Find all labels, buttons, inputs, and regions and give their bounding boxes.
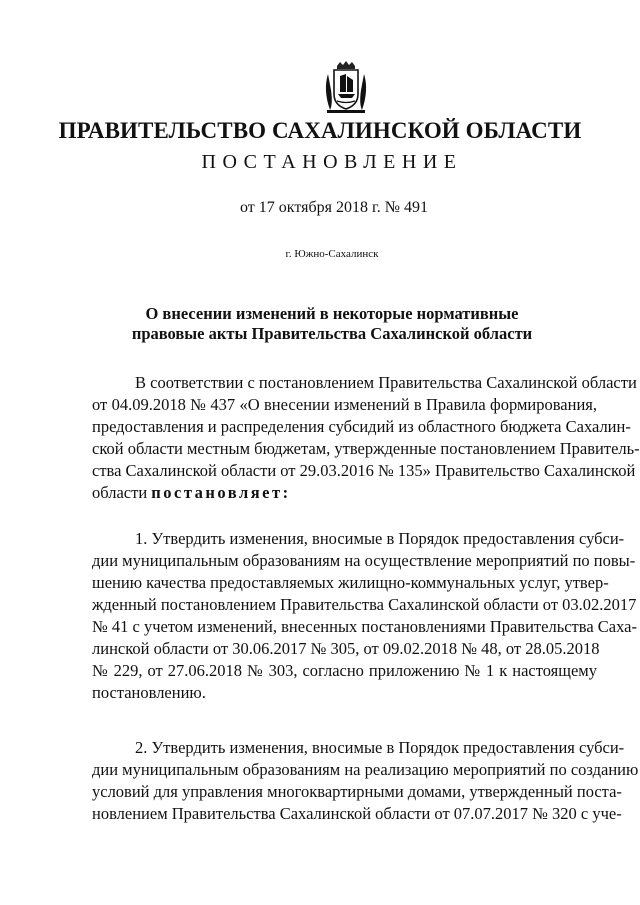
text-line: № 229, от 27.06.2018 № 303, согласно приложению № 1 к настоящему: [92, 661, 597, 680]
item-1-paragraph: [92, 528, 637, 704]
document-type: ПОСТАНОВЛЕНИЕ: [201, 151, 463, 173]
text-fragment: области: [92, 483, 152, 502]
text-line: ской области местным бюджетам, утвержденные постановлением Правитель-: [92, 439, 640, 458]
text-line: линской области от 30.06.2017 № 305, от 09.02.2018 № 48, от 28.05.2018: [92, 639, 600, 658]
subject-line: О внесении изменений в некоторые нормативные: [145, 304, 519, 323]
text-line: ства Сахалинской области от 29.03.2016 № 135» Правительство Сахалинской: [92, 461, 636, 480]
text-line: дии муниципальным образованиям на реализацию мероприятий по созданию: [92, 760, 639, 779]
text-line: от 04.09.2018 № 437 «О внесении изменений в Правила формирования,: [92, 395, 597, 414]
text-line: № 41 с учетом изменений, внесенных постановлениями Правительства Саха-: [92, 617, 637, 636]
text-line: В соответствии с постановлением Правительства Сахалинской области: [135, 373, 637, 392]
text-line: постановлению.: [92, 683, 206, 702]
sakhalin-coat-of-arms-icon: [319, 60, 373, 116]
text-line: 2. Утвердить изменения, вносимые в Порядок предоставления субси-: [135, 738, 625, 757]
text-line: жденный постановлением Правительства Сахалинской области от 03.02.2017: [92, 595, 637, 614]
document-date-number: от 17 октября 2018 г. № 491: [239, 199, 428, 216]
document-subject: [0, 304, 640, 344]
item-2-paragraph: [92, 737, 639, 825]
document-city: г. Южно-Сахалинск: [285, 248, 379, 260]
subject-line: правовые акты Правительства Сахалинской области: [131, 324, 533, 343]
text-line: [92, 482, 597, 504]
text-line: предоставления и распределения субсидий из областного бюджета Сахалин-: [92, 417, 631, 436]
preamble-paragraph: [92, 372, 640, 504]
text-line: дии муниципальным образованиям на осуществление мероприятий по повы-: [92, 551, 636, 570]
text-line: новлением Правительства Сахалинской области от 07.07.2017 № 320 с уче-: [92, 804, 622, 823]
government-title: ПРАВИТЕЛЬСТВО САХАЛИНСКОЙ ОБЛАСТИ: [58, 118, 582, 143]
text-line: шению качества предоставляемых жилищно-коммунальных услуг, утвер-: [92, 573, 609, 592]
decree-word: постановляет:: [151, 483, 291, 502]
text-line: условий для управления многоквартирными домами, утвержденный поста-: [92, 782, 622, 801]
text-line: 1. Утвердить изменения, вносимые в Порядок предоставления субси-: [135, 529, 625, 548]
